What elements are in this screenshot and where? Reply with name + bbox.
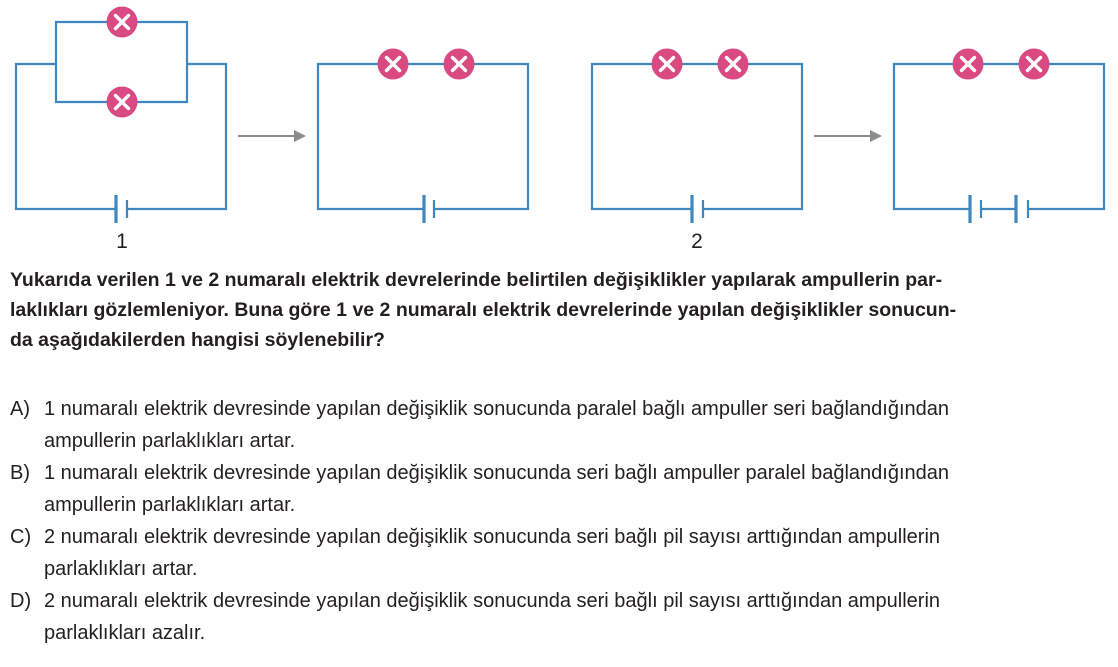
option-text [44, 457, 1110, 521]
option-text [44, 521, 1110, 585]
option-line: ampullerin parlaklıkları artar. [44, 494, 296, 516]
option-text [44, 585, 1110, 649]
bulb-x-icon [718, 49, 749, 80]
option-line: 1 numaralı elektrik devresinde yapılan değişiklik sonucunda paralel bağlı ampuller seri bağlandığından [44, 398, 949, 420]
option-a[interactable] [10, 393, 1110, 457]
bulb-x-icon [378, 49, 409, 80]
option-letter: B) [10, 462, 30, 484]
option-b[interactable] [10, 457, 1110, 521]
question-line: laklıkları gözlemleniyor. Buna göre 1 ve 2 numaralı elektrik devrelerinde yapılan değişiklikler sonucun- [10, 299, 957, 321]
bulb-x-icon [107, 7, 138, 38]
circuit-1-changed [318, 49, 528, 224]
option-letter: A) [10, 398, 30, 420]
option-text [44, 393, 1110, 457]
option-c[interactable] [10, 521, 1110, 585]
option-line: parlaklıkları azalır. [44, 622, 206, 644]
question-text [10, 265, 1110, 355]
circuit-2-changed [894, 49, 1104, 224]
bulb-x-icon [953, 49, 984, 80]
question-line: Yukarıda verilen 1 ve 2 numaralı elektrik devrelerinde belirtilen değişiklikler yapılarak ampullerin par- [10, 269, 943, 291]
circuit-1-initial [16, 7, 226, 253]
arrow-right-icon [238, 130, 306, 142]
circuit-2-initial [592, 49, 802, 253]
option-line: parlaklıkları artar. [44, 558, 198, 580]
circuit-label-1: 1 [116, 230, 128, 252]
bulb-x-icon [107, 87, 138, 118]
answer-options [10, 393, 1110, 649]
bulb-x-icon [652, 49, 683, 80]
bulb-x-icon [1019, 49, 1050, 80]
question-line: da aşağıdakilerden hangisi söylenebilir? [10, 329, 385, 351]
arrow-right-icon [814, 130, 882, 142]
option-line: 2 numaralı elektrik devresinde yapılan değişiklik sonucunda seri bağlı pil sayısı arttığından ampullerin [44, 526, 941, 548]
option-letter: D) [10, 590, 32, 612]
option-line: 2 numaralı elektrik devresinde yapılan değişiklik sonucunda seri bağlı pil sayısı arttığından ampullerin [44, 590, 941, 612]
circuit-diagram [0, 0, 1118, 252]
option-line: ampullerin parlaklıkları artar. [44, 430, 296, 452]
option-letter: C) [10, 526, 32, 548]
bulb-x-icon [444, 49, 475, 80]
option-d[interactable] [10, 585, 1110, 649]
circuit-label-2: 2 [691, 230, 703, 252]
option-line: 1 numaralı elektrik devresinde yapılan değişiklik sonucunda seri bağlı ampuller paralel bağlandığından [44, 462, 949, 484]
